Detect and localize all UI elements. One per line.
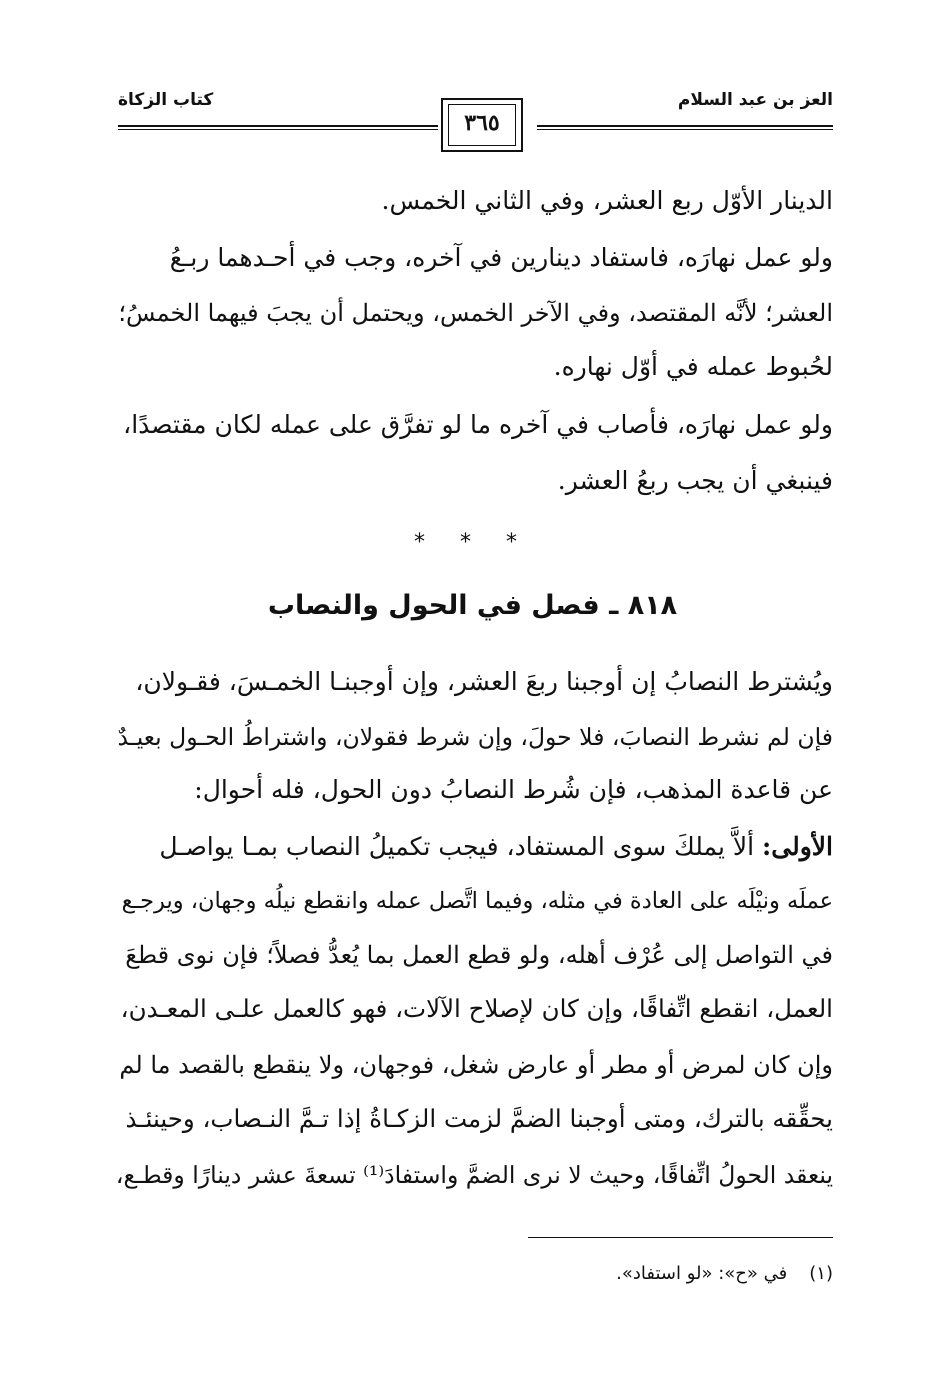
text-line: العشر؛ لأنَّه المقتصد، وفي الآخر الخمس، ويحتمل أن يجبَ فيهما الخمسُ؛ bbox=[118, 299, 833, 327]
case-text: ألاَّ يملكَ سوى المستفاد، فيجب تكميلُ النصاب بمـا يواصـل bbox=[159, 832, 763, 861]
page-number-frame bbox=[441, 98, 523, 152]
header-rule-right bbox=[537, 125, 833, 130]
header-author: العز بن عبد السلام bbox=[677, 90, 833, 110]
section-separator: * * * bbox=[414, 530, 531, 555]
text-line: فينبغي أن يجب ربعُ العشر. bbox=[557, 466, 833, 495]
text-line: ينعقد الحولُ اتِّفاقًا، وحيث لا نرى الضمَّ واستفادَ⁽¹⁾ تسعةَ عشر دينارًا وقطـع، bbox=[115, 1161, 833, 1189]
text-line: وإن كان لمرض أو مطر أو عارض شغل، فوجهان، ولا ينقطع بالقصد ما لم bbox=[119, 1051, 833, 1079]
text-line: فإن لم نشرط النصابَ، فلا حولَ، وإن شرط فقولان، واشتراطُ الحـول بعيـدٌ bbox=[117, 723, 833, 751]
case-first-line bbox=[159, 832, 833, 862]
footnote-rule bbox=[528, 1237, 833, 1238]
text-line: في التواصل إلى عُرْف أهله، ولو قطع العمل بما يُعدُّ فصلاً؛ فإن نوى قطعَ bbox=[125, 941, 833, 969]
text-line: الدينار الأوّل ربع العشر، وفي الثاني الخمس. bbox=[381, 186, 833, 215]
text-line: ولو عمل نهارَه، فأصاب في آخره ما لو تفرَّق على عمله لكان مقتصدًا، bbox=[123, 410, 833, 439]
text-line: عملَه ونيْلَه على العادة في مثله، وفيما اتَّصل عمله وانقطع نيلُه وجهان، ويرجـع bbox=[121, 888, 833, 914]
footnote bbox=[616, 1263, 833, 1284]
case-label: الأولى: bbox=[762, 832, 833, 861]
page-number: ٣٦٥ bbox=[464, 110, 500, 136]
text-line: يحقِّقه بالترك، ومتى أوجبنا الضمَّ لزمت الزكـاةُ إذا تـمَّ النـصاب، وحينئـذ bbox=[125, 1104, 833, 1133]
text-line: العمل، انقطع اتِّفاقًا، وإن كان لإصلاح الآلات، فهو كالعمل علـى المعـدن، bbox=[120, 994, 833, 1023]
header-book-section: كتاب الزكاة bbox=[118, 90, 214, 110]
footnote-text: في «ح»: «لو استفاد». bbox=[616, 1263, 788, 1284]
text-line: ويُشترط النصابُ إن أوجبنا ربعَ العشر، وإن أوجبنـا الخمـسَ، فقـولان، bbox=[135, 667, 833, 696]
text-line: عن قاعدة المذهب، فإن شُرط النصابُ دون الحول، فله أحوال: bbox=[194, 775, 833, 804]
section-heading: ٨١٨ ـ فصل في الحول والنصاب bbox=[267, 590, 678, 621]
header-rule-left bbox=[118, 125, 438, 130]
text-line: ولو عمل نهارَه، فاستفاد دينارين في آخره، وجب في أحـدهما ربـعُ bbox=[169, 243, 833, 272]
footnote-number: (١) bbox=[809, 1263, 833, 1284]
text-line: لحُبوط عمله في أوّل نهاره. bbox=[553, 352, 833, 381]
